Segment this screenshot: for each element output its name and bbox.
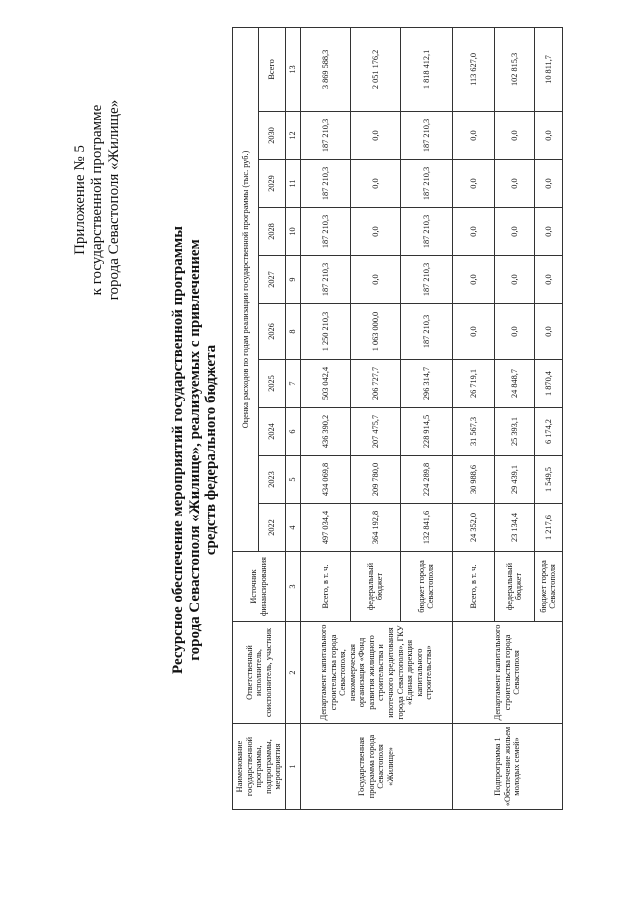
value-cell: 1 250 210,3 xyxy=(300,304,350,360)
value-cell: 187 210,3 xyxy=(300,160,350,208)
value-cell: 26 719,1 xyxy=(452,360,494,408)
value-cell: 0,0 xyxy=(534,208,562,256)
title-line-3: средств федерального бюджета xyxy=(203,344,219,556)
table-row xyxy=(452,27,494,809)
table-row xyxy=(300,27,350,809)
subprogram-responsible: Департамент капитального строительства города Севастополя xyxy=(452,622,562,724)
column-number: 6 xyxy=(285,408,300,456)
value-cell: 207 475,7 xyxy=(350,408,400,456)
column-number: 4 xyxy=(285,504,300,552)
header-name: Наименование государственной программы, подпрограммы, мероприятия xyxy=(233,724,286,810)
title-line-1: Ресурсное обеспечение мероприятий государственной программы xyxy=(170,226,186,674)
value-cell: 497 034,4 xyxy=(300,504,350,552)
value-cell: 6 174,2 xyxy=(534,408,562,456)
header-year: 2022 xyxy=(259,504,285,552)
value-cell: 224 289,8 xyxy=(400,456,452,504)
value-cell: 0,0 xyxy=(494,112,534,160)
value-cell: 23 134,4 xyxy=(494,504,534,552)
header-total: Всего xyxy=(259,27,285,111)
value-cell: 0,0 xyxy=(534,160,562,208)
header-year: 2024 xyxy=(259,408,285,456)
total-cell: 10 811,7 xyxy=(534,27,562,111)
subprogram-name: Подпрограмма 1 «Обеспечение жильем молодых семей» xyxy=(452,724,562,810)
header-row-top xyxy=(233,27,259,809)
value-cell: 187 210,3 xyxy=(400,304,452,360)
value-cell: 132 841,6 xyxy=(400,504,452,552)
column-number: 5 xyxy=(285,456,300,504)
column-number: 10 xyxy=(285,208,300,256)
header-responsible: Ответственный исполнитель, соисполнитель, участник xyxy=(233,622,286,724)
value-cell: 1 870,4 xyxy=(534,360,562,408)
value-cell: 0,0 xyxy=(494,160,534,208)
value-cell: 364 192,8 xyxy=(350,504,400,552)
value-cell: 434 069,8 xyxy=(300,456,350,504)
value-cell: 436 390,2 xyxy=(300,408,350,456)
header-source: Источник финансирования xyxy=(233,552,286,622)
value-cell: 24 848,7 xyxy=(494,360,534,408)
total-cell: 1 818 412,1 xyxy=(400,27,452,111)
header-estimate: Оценка расходов по годам реализации государственной программы (тыс. руб.) xyxy=(233,27,259,551)
value-cell: 187 210,3 xyxy=(300,256,350,304)
value-cell: 503 042,4 xyxy=(300,360,350,408)
value-cell: 0,0 xyxy=(452,256,494,304)
value-cell: 0,0 xyxy=(350,112,400,160)
value-cell: 0,0 xyxy=(452,112,494,160)
value-cell: 187 210,3 xyxy=(300,208,350,256)
column-number-row xyxy=(285,27,300,809)
column-number: 8 xyxy=(285,304,300,360)
value-cell: 209 780,0 xyxy=(350,456,400,504)
value-cell: 0,0 xyxy=(494,208,534,256)
value-cell: 0,0 xyxy=(350,160,400,208)
column-number: 11 xyxy=(285,160,300,208)
funding-source: Всего, в т. ч. xyxy=(300,552,350,622)
value-cell: 187 210,3 xyxy=(300,112,350,160)
column-number: 13 xyxy=(285,27,300,111)
value-cell: 187 210,3 xyxy=(400,160,452,208)
value-cell: 24 352,0 xyxy=(452,504,494,552)
header-year: 2023 xyxy=(259,456,285,504)
header-year: 2030 xyxy=(259,112,285,160)
value-cell: 296 314,7 xyxy=(400,360,452,408)
value-cell: 0,0 xyxy=(452,208,494,256)
total-cell: 102 815,3 xyxy=(494,27,534,111)
value-cell: 0,0 xyxy=(534,112,562,160)
value-cell: 0,0 xyxy=(452,304,494,360)
value-cell: 187 210,3 xyxy=(400,208,452,256)
program-name: Государственная программа города Севастополя «Жилище» xyxy=(300,724,452,810)
column-number: 1 xyxy=(285,724,300,810)
value-cell: 29 439,1 xyxy=(494,456,534,504)
value-cell: 31 567,3 xyxy=(452,408,494,456)
column-number: 2 xyxy=(285,622,300,724)
resource-table xyxy=(232,27,563,810)
header-year: 2025 xyxy=(259,360,285,408)
column-number: 9 xyxy=(285,256,300,304)
funding-source: бюджет города Севастополя xyxy=(400,552,452,622)
document-title xyxy=(170,115,220,785)
column-number: 7 xyxy=(285,360,300,408)
funding-source: бюджет города Севастополя xyxy=(534,552,562,622)
value-cell: 187 210,3 xyxy=(400,256,452,304)
total-cell: 2 051 176,2 xyxy=(350,27,400,111)
appendix-header xyxy=(72,55,123,345)
header-year: 2027 xyxy=(259,256,285,304)
value-cell: 0,0 xyxy=(494,256,534,304)
title-line-2: города Севастополя «Жилище», реализуемых с привлечением xyxy=(186,239,203,661)
value-cell: 0,0 xyxy=(350,256,400,304)
value-cell: 0,0 xyxy=(534,256,562,304)
value-cell: 1 217,6 xyxy=(534,504,562,552)
funding-source: Всего, в т. ч. xyxy=(452,552,494,622)
total-cell: 3 869 588,3 xyxy=(300,27,350,111)
total-cell: 113 627,0 xyxy=(452,27,494,111)
value-cell: 30 988,6 xyxy=(452,456,494,504)
value-cell: 1 549,5 xyxy=(534,456,562,504)
header-year: 2028 xyxy=(259,208,285,256)
value-cell: 0,0 xyxy=(452,160,494,208)
value-cell: 0,0 xyxy=(534,304,562,360)
value-cell: 187 210,3 xyxy=(400,112,452,160)
header-year: 2029 xyxy=(259,160,285,208)
value-cell: 0,0 xyxy=(494,304,534,360)
funding-source: федеральный бюджет xyxy=(350,552,400,622)
funding-source: федеральный бюджет xyxy=(494,552,534,622)
program-responsible: Департамент капитального строительства города Севастополя, некоммерческая организация «Фонд развития жилищного строительства и ипотечного кредитования города Севастополя», ГКУ «Единая дирекция капитального строительства» xyxy=(300,622,452,724)
value-cell: 228 914,5 xyxy=(400,408,452,456)
appendix-program-name: города Севастополя «Жилище» xyxy=(106,99,122,301)
appendix-number: Приложение № 5 xyxy=(72,145,88,255)
header-year: 2026 xyxy=(259,304,285,360)
value-cell: 206 727,7 xyxy=(350,360,400,408)
column-number: 3 xyxy=(285,552,300,622)
value-cell: 0,0 xyxy=(350,208,400,256)
appendix-program-ref: к государственной программе xyxy=(89,104,105,296)
value-cell: 25 393,1 xyxy=(494,408,534,456)
value-cell: 1 063 000,0 xyxy=(350,304,400,360)
column-number: 12 xyxy=(285,112,300,160)
